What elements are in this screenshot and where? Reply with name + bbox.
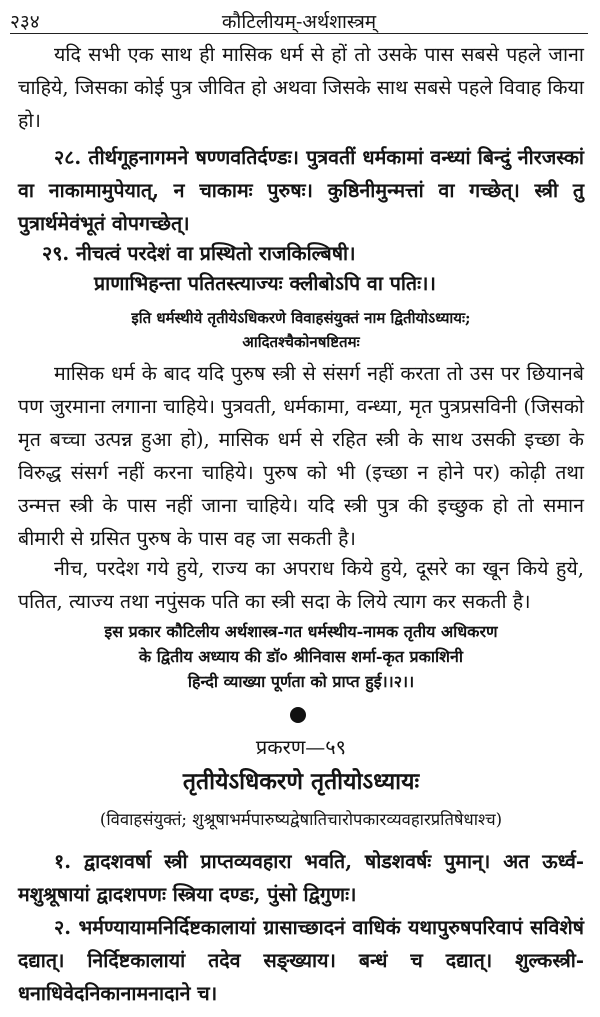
section-divider-dot — [290, 707, 306, 723]
sutra-28: २८. तीर्थगूहनागमने षण्णवतिर्दण्डः। पुत्रवतीं धर्मकामां वन्ध्यां बिन्दुं नीरजस्कां वा नाकामामुपेयात्, न चाकामः पुरुषः। कुष्ठिनीमुन्मत्तां वा गच्छेत्। स्त्री तु पुत्रार्थमेवंभूतं वोपगच्छेत्। — [18, 146, 584, 235]
prakarana-heading: प्रकरण—५९ — [255, 735, 347, 759]
paragraph-intro: यदि सभी एक साथ ही मासिक धर्म से हों तो उसके पास सबसे पहले जाना चाहिये, जिसका कोई पुत्र जीवित हो अथवा जिसके साथ सबसे पहले विवाह किया हो। — [18, 43, 584, 132]
sutra-2: २. भर्मण्यायामनिर्दिष्टकालायां ग्रासाच्छादनं वाधिकं यथापुरुषपरिवापं सविशेषं दद्यात्। निर्दिष्टकालायां तदेव सङ्ख्याय। बन्धं च दद्यात्। शुल्कस्त्री-धनाधिवेदनिकानामनादाने च। — [18, 916, 584, 1005]
header-rule — [10, 33, 588, 34]
chapter-subtitle: (विवाहसंयुक्तं; शुश्रूषाभर्मपारुष्यद्वेषातिचारोपकारव्यवहारप्रतिषेधाश्च) — [99, 810, 503, 829]
sutra-1: १. द्वादशवर्षा स्त्री प्राप्तव्यवहारा भवति, षोडशवर्षः पुमान्। अत ऊर्ध्व-मशुश्रूषायां द्वादशपणः स्त्रिया दण्डः, पुंसो द्विगुणः। — [18, 850, 584, 906]
colophon-line2: आदितश्चैकोनषष्टितमः — [242, 333, 360, 351]
running-title: कौटिलीयम्-अर्थशास्त्रम् — [221, 11, 377, 33]
page-header — [10, 6, 588, 36]
page-number: २३४ — [10, 11, 40, 33]
chapter-end-line2: के द्वितीय अध्याय की डॉ० श्रीनिवास शर्मा-कृत प्रकाशिनी — [138, 647, 464, 666]
paragraph-translation-29: नीच, परदेश गये हुये, राज्य का अपराध किये हुये, दूसरे का खून किये हुये, पतित, त्याज्य तथा नपुंसक पति का स्त्री सदा के लिये त्याग कर सकती है। — [18, 557, 584, 613]
chapter-title: तृतीयेऽधिकरणे तृतीयोऽध्यायः — [182, 768, 420, 795]
colophon-line1: इति धर्मस्थीये तृतीयेऽधिकरणे विवाहसंयुक्तं नाम द्वितीयोऽध्यायः; — [131, 309, 471, 327]
verse-29-line2: प्राणाभिहन्ता पतितस्त्याज्यः क्लीबोऽपि वा पतिः।। — [94, 272, 436, 295]
chapter-end-line1: इस प्रकार कौटिलीय अर्थशास्त्र-गत धर्मस्थीय-नामक तृतीय अधिकरण — [104, 622, 498, 641]
paragraph-translation-28: मासिक धर्म के बाद यदि पुरुष स्त्री से संसर्ग नहीं करता तो उस पर छियानबे पण जुरमाना लगाना चाहिये। पुत्रवती, धर्मकामा, वन्ध्या, मृत पुत्रप्रसविनी (जिसको मृत बच्चा उत्पन्न हुआ हो), मासिक धर्म से रहित स्त्री के साथ उसकी इच्छा के विरुद्ध संसर्ग नहीं करना चाहिये। पुरुष को भी (इच्छा न होने पर) कोढ़ी तथा उन्मत्त स्त्री के पास नहीं जाना चाहिये। यदि स्त्री पुत्र की इच्छुक हो तो समान बीमारी से ग्रसित पुरुष के पास वह जा सकती है। — [18, 362, 584, 550]
chapter-end-line3: हिन्दी व्याख्या पूर्णता को प्राप्त हुई।।२।। — [187, 672, 415, 691]
verse-29-line1: २९. नीचत्वं परदेशं वा प्रस्थितो राजकिल्बिषी। — [42, 242, 356, 265]
